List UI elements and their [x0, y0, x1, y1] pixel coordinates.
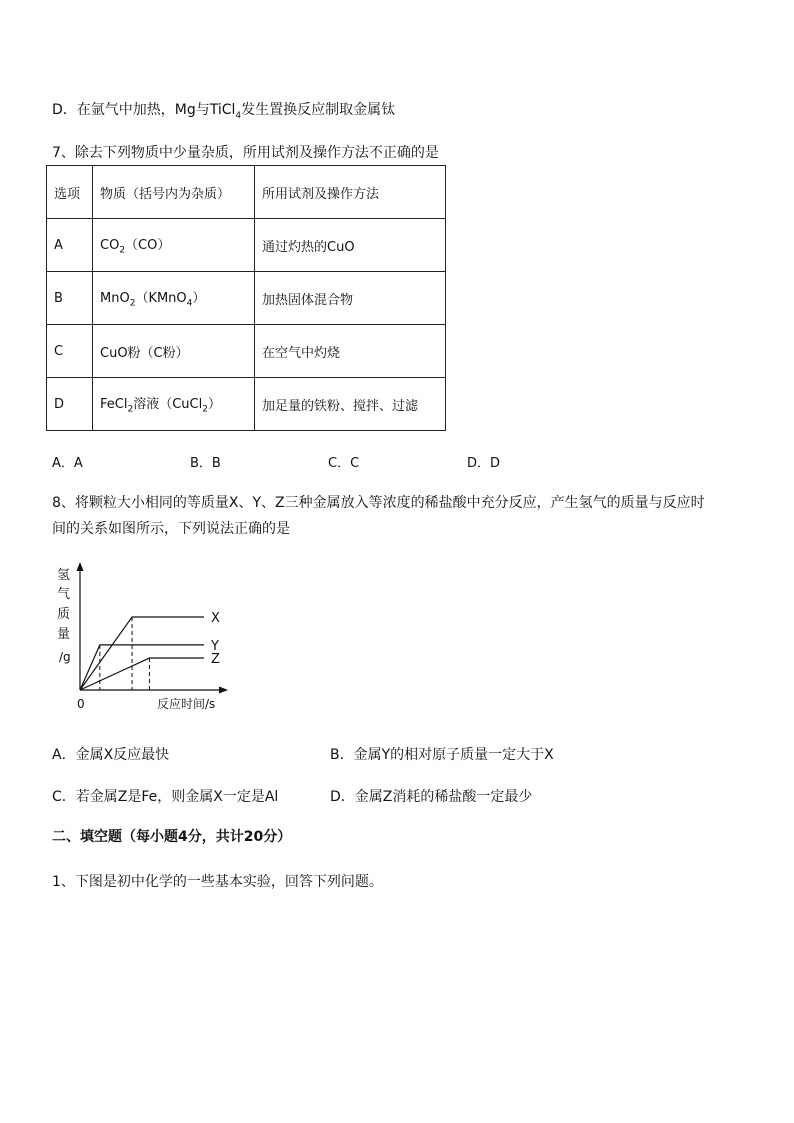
impurity-close: ）	[207, 397, 221, 413]
q8-stem-line1: 8、将颗粒大小相同的等质量X、Y、Z三种金属放入等浓度的稀盐酸中充分反应，产生氢气的质量与反应时	[52, 495, 705, 511]
q6-option-d-tail: 发生置换反应制取金属钛	[241, 102, 396, 118]
table-cell-option: C	[47, 325, 93, 378]
substance-sub: 2	[119, 245, 126, 256]
q8-choice-b: B．金属Y的相对原子质量一定大于X	[330, 747, 554, 763]
table-cell-method: 通过灼热的CuO	[255, 219, 446, 272]
table-cell-substance	[93, 378, 255, 431]
y-axis-arrow	[77, 562, 84, 571]
ylabel-char: 氢	[57, 568, 71, 583]
table-header-row	[47, 166, 446, 219]
substance-sub: 2	[127, 404, 134, 415]
substance-text: MnO	[100, 291, 130, 307]
q7-choice-b: B．B	[190, 456, 221, 471]
impurity-text: 溶液（CuCl	[133, 397, 203, 413]
q6-option-d-sub: 4	[235, 110, 242, 121]
q7-choice-c: C．C	[328, 456, 360, 471]
table-cell-method: 加热固体混合物	[255, 272, 446, 325]
series-label-y: Y	[211, 638, 219, 654]
table-row	[47, 272, 446, 325]
impurity-sub: 4	[186, 298, 193, 309]
q8-choice-a: A．金属X反应最快	[52, 747, 170, 763]
table-cell-option: D	[47, 378, 93, 431]
q6-option-d	[52, 99, 395, 121]
q7-stem: 7、除去下列物质中少量杂质，所用试剂及操作方法不正确的是	[52, 145, 439, 161]
q6-option-d-text: D．在氩气中加热，Mg与TiCl	[52, 102, 236, 118]
substance-text: FeCl	[100, 397, 128, 413]
table-row	[47, 219, 446, 272]
table-cell-substance	[93, 219, 255, 272]
q7-choice-d: D．D	[467, 456, 501, 471]
table-row	[47, 325, 446, 378]
q8-choice-d: D．金属Z消耗的稀盐酸一定最少	[330, 789, 533, 805]
section-title: 二、填空题（每小题4分，共计20分）	[52, 829, 292, 845]
table-cell-method: 在空气中灼烧	[255, 325, 446, 378]
table-cell-option: B	[47, 272, 93, 325]
table-header-cell: 选项	[47, 166, 93, 219]
ylabel-char: 气	[57, 587, 71, 602]
impurity-text: （KMnO	[135, 291, 187, 307]
substance-sub: 2	[129, 298, 136, 309]
ylabel-char: 量	[57, 627, 71, 642]
table-header-cell: 物质（括号内为杂质）	[93, 166, 255, 219]
ylabel-char: 质	[57, 607, 71, 622]
section2-q1: 1、下图是初中化学的一些基本实验，回答下列问题。	[52, 874, 383, 890]
q8-choice-c: C．若金属Z是Fe，则金属X一定是Al	[52, 789, 279, 805]
q8-stem-line2: 间的关系如图所示，下列说法正确的是	[52, 521, 290, 537]
xlabel: 反应时间/s	[157, 697, 216, 711]
q7-table	[46, 165, 446, 431]
table-cell-option: A	[47, 219, 93, 272]
hydrogen-mass-graph	[50, 560, 240, 720]
table-cell-method: 加足量的铁粉、搅拌、过滤	[255, 378, 446, 431]
table-row	[47, 378, 446, 431]
impurity-close: ）	[192, 291, 206, 307]
series-label-x: X	[211, 611, 220, 627]
substance-text: CO	[100, 238, 120, 254]
series-line-y	[80, 645, 204, 690]
series-line-z	[80, 658, 204, 690]
table-cell-substance: CuO粉（C粉）	[93, 325, 255, 378]
table-header-cell: 所用试剂及操作方法	[255, 166, 446, 219]
series-layer	[80, 611, 220, 690]
ylabel-unit: /g	[59, 650, 71, 664]
origin-label: 0	[77, 697, 85, 711]
series-line-x	[80, 617, 204, 690]
x-axis-arrow	[219, 687, 228, 694]
impurity-sub: 2	[202, 404, 208, 415]
impurity-text: （CO）	[125, 238, 171, 254]
q7-choice-a: A．A	[52, 456, 83, 471]
series-label-z: Z	[211, 652, 220, 668]
table-cell-substance	[93, 272, 255, 325]
